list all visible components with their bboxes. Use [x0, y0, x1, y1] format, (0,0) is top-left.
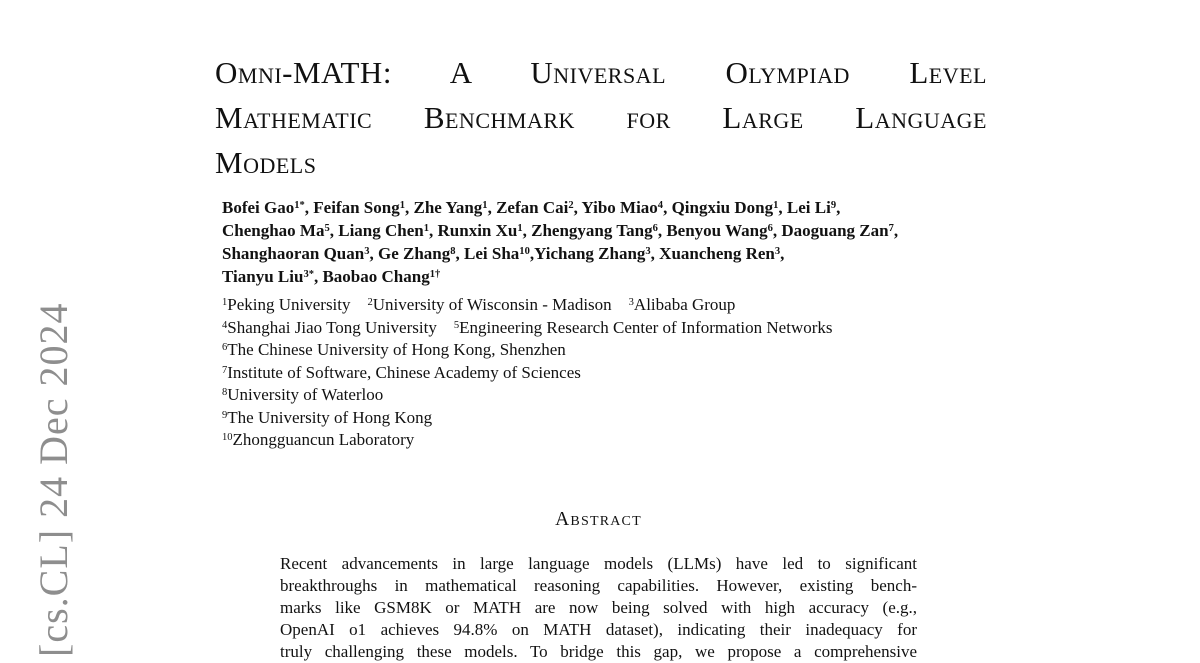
affiliation-line: $^6$The Chinese University of Hong Kong, Shenzhen — [222, 340, 566, 359]
author-list — [222, 196, 1000, 288]
affiliation-line: $^9$The University of Hong Kong — [222, 407, 433, 427]
title-line-2: Mathematic Benchmark for Large Language — [215, 100, 987, 135]
abstract-text — [280, 553, 917, 663]
affiliation-line: $^4$Shanghai Jiao Tong University $^5$Engineering Research Center of Information Networks — [222, 317, 833, 337]
abstract-heading: Abstract — [555, 509, 642, 530]
abstract-line: OpenAI o1 achieves 94.8% on MATH dataset), indicating their inadequacy for — [280, 620, 917, 639]
author-line: Tianyu Liu$^{3*}$, Baobao Chang$^{1\dagger}$ — [222, 267, 441, 286]
affiliation-list — [222, 294, 1000, 452]
arxiv-watermark: [cs.CL] 24 Dec 2024 — [31, 302, 76, 657]
abstract-line: Recent advancements in large language models (LLMs) have led to significant — [280, 554, 917, 573]
affiliation-line: $^1$Peking University $^2$University of Wisconsin - Madison $^3$Alibaba Group — [222, 295, 736, 314]
paper-title — [215, 50, 987, 185]
title-line-3: Models — [215, 145, 317, 180]
abstract-line: truly challenging these models. To bridge this gap, we propose a comprehensive — [280, 642, 917, 661]
title-line-1: Omni-MATH: A Universal Olympiad Level — [215, 55, 987, 90]
affiliation-line: $^{10}$Zhongguancun Laboratory — [222, 430, 415, 449]
affiliation-line: $^7$Institute of Software, Chinese Academy of Sciences — [222, 362, 581, 382]
affiliation-line: $^8$University of Waterloo — [222, 385, 384, 404]
abstract-line: breakthroughs in mathematical reasoning capabilities. However, existing bench- — [280, 576, 917, 595]
author-line: Chenghao Ma$^5$, Liang Chen$^1$, Runxin Xu$^1$, Zhengyang Tang$^6$, Benyou Wang$^6$, Daoguang Zan$^7$, — [222, 221, 899, 240]
author-line: Shanghaoran Quan$^3$, Ge Zhang$^8$, Lei Sha$^{10}$,Yichang Zhang$^3$, Xuancheng Ren$^3$, — [222, 244, 785, 263]
abstract-line: marks like GSM8K or MATH are now being solved with high accuracy (e.g., — [280, 598, 917, 617]
author-line: Bofei Gao$^{1*}$, Feifan Song$^1$, Zhe Yang$^1$, Zefan Cai$^2$, Yibo Miao$^4$, Qingxiu Dong$^1$, Lei Li$^9$, — [222, 198, 841, 217]
